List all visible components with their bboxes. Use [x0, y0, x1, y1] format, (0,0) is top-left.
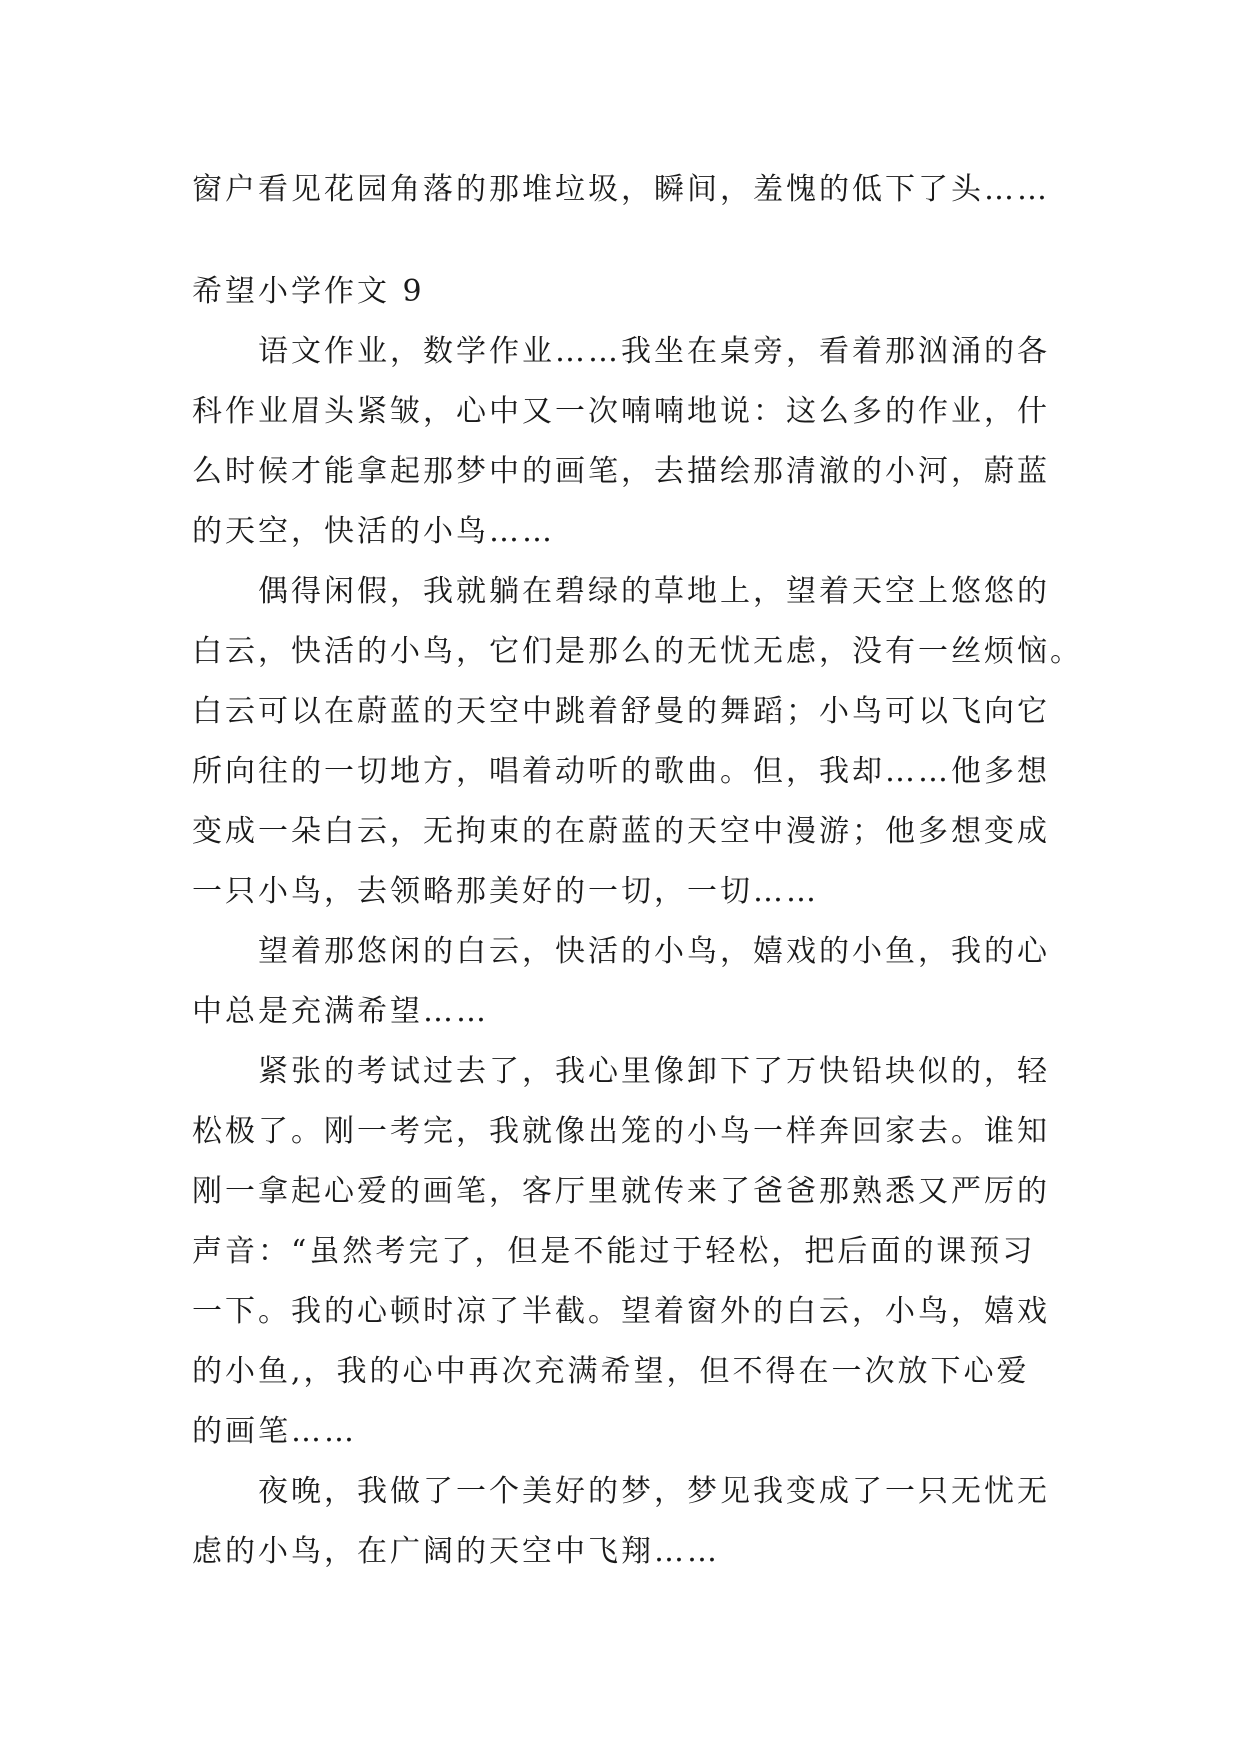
paragraph-line: 紧张的考试过去了，我心里像卸下了万快铅块似的，轻: [258, 1054, 1050, 1089]
paragraph-line: 偶得闲假，我就躺在碧绿的草地上，望着天空上悠悠的: [258, 574, 1050, 609]
paragraph-4: [192, 1042, 1052, 1462]
paragraph-line: 科作业眉头紧皱，心中又一次喃喃地说：这么多的作业，什: [192, 394, 1050, 429]
paragraph-line: 的画笔……: [192, 1414, 357, 1449]
paragraph-line: 白云可以在蔚蓝的天空中跳着舒曼的舞蹈；小鸟可以飞向它: [192, 694, 1050, 729]
paragraph-1: [192, 322, 1052, 562]
paragraph-line: 刚一拿起心爱的画笔，客厅里就传来了爸爸那熟悉又严厉的: [192, 1174, 1050, 1209]
paragraph-line: 的天空，快活的小鸟……: [192, 514, 555, 549]
paragraph-line: 一只小鸟，去领略那美好的一切，一切……: [192, 874, 819, 909]
paragraph-line: 所向往的一切地方，唱着动听的歌曲。但，我却……他多想: [192, 754, 1050, 789]
paragraph-line: 变成一朵白云，无拘束的在蔚蓝的天空中漫游；他多想变成: [192, 814, 1050, 849]
paragraph-5: [192, 1462, 1052, 1582]
paragraph-line: 夜晚，我做了一个美好的梦，梦见我变成了一只无忧无: [258, 1474, 1050, 1509]
paragraph-line: 一下。我的心顿时凉了半截。望着窗外的白云，小鸟，嬉戏: [192, 1294, 1050, 1329]
document-page: [192, 160, 1083, 1582]
paragraph-line: 么时候才能拿起那梦中的画笔，去描绘那清澈的小河，蔚蓝: [192, 454, 1050, 489]
paragraph-line: 的小鱼,，我的心中再次充满希望，但不得在一次放下心爱: [192, 1354, 1030, 1389]
paragraph-3: [192, 922, 1052, 1042]
paragraph-line: 虑的小鸟，在广阔的天空中飞翔……: [192, 1534, 720, 1569]
continuation-text: 窗户看见花园角落的那堆垃圾，瞬间，羞愧的低下了头……: [192, 172, 1050, 207]
paragraph-2: [192, 562, 1083, 922]
paragraph-line: 望着那悠闲的白云，快活的小鸟，嬉戏的小鱼，我的心: [258, 934, 1050, 969]
section-title: 希望小学作文 9: [192, 274, 425, 309]
paragraph-line: 声音：“虽然考完了，但是不能过于轻松，把后面的课预习: [192, 1234, 1036, 1269]
paragraph-line: 语文作业，数学作业……我坐在桌旁，看着那汹涌的各: [258, 334, 1050, 369]
paragraph-line: 中总是充满希望……: [192, 994, 489, 1029]
paragraph-line: 松极了。刚一考完，我就像出笼的小鸟一样奔回家去。谁知: [192, 1114, 1050, 1149]
paragraph-line: 白云，快活的小鸟，它们是那么的无忧无虑，没有一丝烦恼。: [192, 634, 1083, 669]
